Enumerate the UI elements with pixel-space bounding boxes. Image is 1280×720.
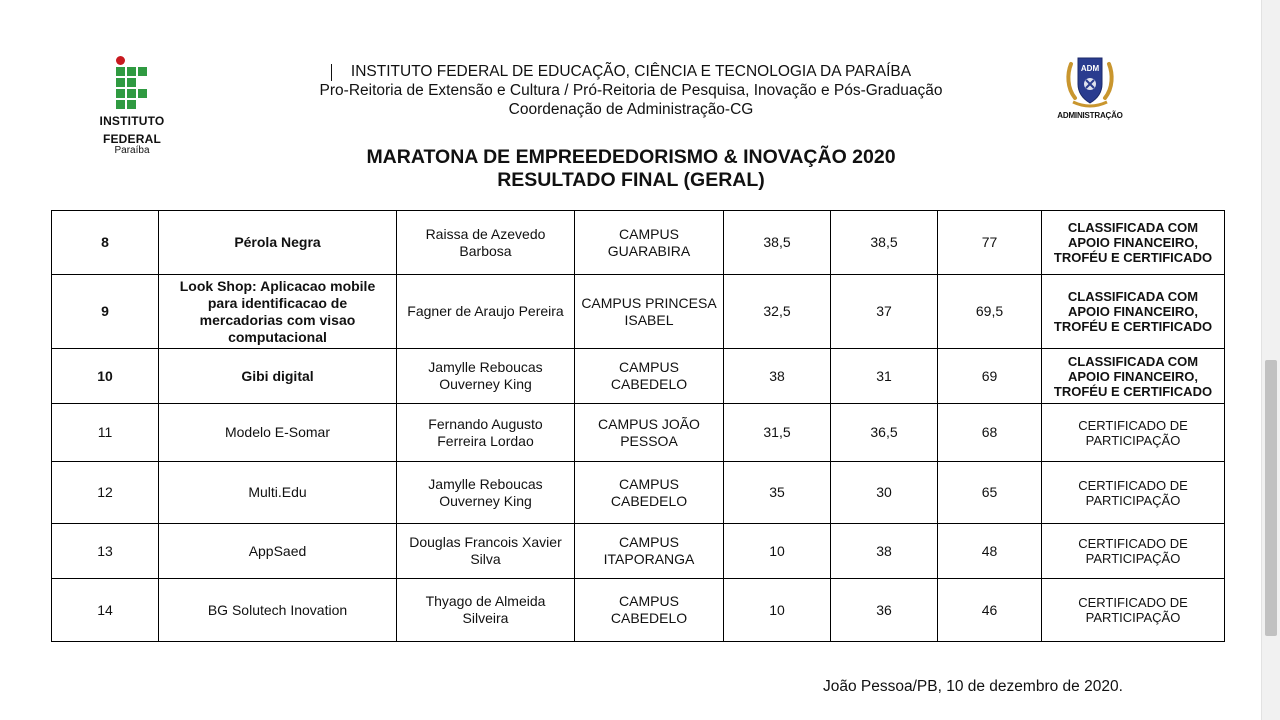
- table-row: [52, 404, 1225, 462]
- header-line3: Coordenação de Administração-CG: [508, 101, 754, 118]
- campus-cell: CAMPUS JOÃO PESSOA: [575, 404, 724, 462]
- header-line1: INSTITUTO FEDERAL DE EDUCAÇÃO, CIÊNCIA E TECNOLOGIA DA PARAÍBA: [350, 63, 912, 80]
- table-row: [52, 579, 1225, 642]
- rank-cell: 12: [52, 462, 159, 524]
- status-cell: CERTIFICADO DE PARTICIPAÇÃO: [1042, 579, 1225, 642]
- project-cell: AppSaed: [159, 524, 397, 579]
- score1-cell: 38: [724, 349, 831, 404]
- rank-cell: 14: [52, 579, 159, 642]
- table-row: [52, 524, 1225, 579]
- total-cell: 77: [938, 211, 1042, 275]
- results-table: [51, 210, 1225, 642]
- rank-cell: 10: [52, 349, 159, 404]
- score1-cell: 31,5: [724, 404, 831, 462]
- total-cell: 46: [938, 579, 1042, 642]
- score2-cell: 30: [831, 462, 938, 524]
- campus-cell: CAMPUS GUARABIRA: [575, 211, 724, 275]
- campus-cell: CAMPUS CABEDELO: [575, 349, 724, 404]
- vertical-scrollbar[interactable]: [1261, 0, 1280, 720]
- score2-cell: 36,5: [831, 404, 938, 462]
- adm-logo: [1054, 54, 1126, 120]
- title-line2: RESULTADO FINAL (GERAL): [497, 169, 765, 191]
- table-row: [52, 462, 1225, 524]
- campus-cell: CAMPUS CABEDELO: [575, 462, 724, 524]
- score1-cell: 10: [724, 579, 831, 642]
- header-line2: Pro-Reitoria de Extensão e Cultura / Pró-Reitoria de Pesquisa, Inovação e Pós-Graduação: [319, 82, 943, 99]
- total-cell: 65: [938, 462, 1042, 524]
- total-cell: 69: [938, 349, 1042, 404]
- campus-cell: CAMPUS PRINCESA ISABEL: [575, 275, 724, 349]
- if-logo-line1: INSTITUTO: [99, 114, 165, 128]
- member-cell: Douglas Francois Xavier Silva: [397, 524, 575, 579]
- score1-cell: 35: [724, 462, 831, 524]
- project-cell: Look Shop: Aplicacao mobile para identificacao de mercadorias com visao computacional: [159, 275, 397, 349]
- total-cell: 68: [938, 404, 1042, 462]
- adm-badge-text: ADM: [1080, 64, 1100, 73]
- status-cell: CLASSIFICADA COM APOIO FINANCEIRO, TROFÉU E CERTIFICADO: [1042, 349, 1225, 404]
- rank-cell: 13: [52, 524, 159, 579]
- member-cell: Jamylle Reboucas Ouverney King: [397, 349, 575, 404]
- if-logo-mark-icon: [80, 56, 182, 109]
- score2-cell: 36: [831, 579, 938, 642]
- status-cell: CLASSIFICADA COM APOIO FINANCEIRO, TROFÉU E CERTIFICADO: [1042, 275, 1225, 349]
- project-cell: BG Solutech Inovation: [159, 579, 397, 642]
- table-row: [52, 275, 1225, 349]
- project-cell: Multi.Edu: [159, 462, 397, 524]
- status-cell: CERTIFICADO DE PARTICIPAÇÃO: [1042, 524, 1225, 579]
- member-cell: Jamylle Reboucas Ouverney King: [397, 462, 575, 524]
- adm-shield-icon: [1065, 54, 1115, 110]
- adm-logo-caption: ADMINISTRAÇÃO: [1057, 111, 1123, 120]
- project-cell: Modelo E-Somar: [159, 404, 397, 462]
- score2-cell: 37: [831, 275, 938, 349]
- total-cell: 69,5: [938, 275, 1042, 349]
- rank-cell: 11: [52, 404, 159, 462]
- scrollbar-thumb[interactable]: [1265, 360, 1277, 636]
- document-title: [200, 146, 1062, 192]
- if-paraiba-logo: [82, 56, 182, 156]
- score2-cell: 38,5: [831, 211, 938, 275]
- score2-cell: 38: [831, 524, 938, 579]
- status-cell: CERTIFICADO DE PARTICIPAÇÃO: [1042, 404, 1225, 462]
- total-cell: 48: [938, 524, 1042, 579]
- score1-cell: 32,5: [724, 275, 831, 349]
- table-row: [52, 211, 1225, 275]
- title-line1: MARATONA DE EMPREEDEDORISMO & INOVAÇÃO 2020: [366, 146, 896, 168]
- campus-cell: CAMPUS ITAPORANGA: [575, 524, 724, 579]
- member-cell: Fagner de Araujo Pereira: [397, 275, 575, 349]
- if-logo-line2: FEDERAL: [102, 132, 162, 146]
- status-cell: CLASSIFICADA COM APOIO FINANCEIRO, TROFÉU E CERTIFICADO: [1042, 211, 1225, 275]
- score1-cell: 38,5: [724, 211, 831, 275]
- project-cell: Pérola Negra: [159, 211, 397, 275]
- project-cell: Gibi digital: [159, 349, 397, 404]
- place-date: João Pessoa/PB, 10 de dezembro de 2020.: [823, 678, 1123, 695]
- if-logo-line3: Paraíba: [114, 145, 150, 156]
- member-cell: Raissa de Azevedo Barbosa: [397, 211, 575, 275]
- status-cell: CERTIFICADO DE PARTICIPAÇÃO: [1042, 462, 1225, 524]
- campus-cell: CAMPUS CABEDELO: [575, 579, 724, 642]
- member-cell: Fernando Augusto Ferreira Lordao: [397, 404, 575, 462]
- table-row: [52, 349, 1225, 404]
- score2-cell: 31: [831, 349, 938, 404]
- institution-header: [200, 62, 1062, 119]
- rank-cell: 8: [52, 211, 159, 275]
- member-cell: Thyago de Almeida Silveira: [397, 579, 575, 642]
- score1-cell: 10: [724, 524, 831, 579]
- rank-cell: 9: [52, 275, 159, 349]
